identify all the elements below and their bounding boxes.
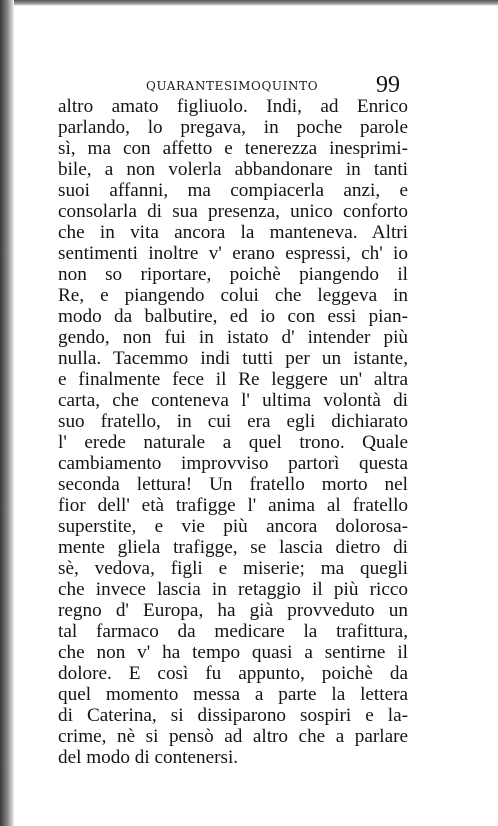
text-line: fior dell' età trafigge l' anima al fratello xyxy=(58,495,408,516)
text-line: suoi affanni, ma compiacerla anzi, e xyxy=(58,180,408,201)
running-head xyxy=(60,72,410,98)
page-number: 99 xyxy=(376,72,400,98)
text-line: quel momento messa a parte la lettera xyxy=(58,684,408,705)
text-line: che non v' ha tempo quasi a sentirne il xyxy=(58,642,408,663)
text-line: sentimenti inoltre v' erano espressi, ch' io xyxy=(58,243,408,264)
text-line: gendo, non fui in istato d' intender più xyxy=(58,327,408,348)
text-line: di Caterina, si dissiparono sospiri e la- xyxy=(58,705,408,726)
text-line: Re, e piangendo colui che leggeva in xyxy=(58,285,408,306)
text-line: che in vita ancora la manteneva. Altri xyxy=(58,222,408,243)
text-line: suo fratello, in cui era egli dichiarato xyxy=(58,411,408,432)
text-line: cambiamento improvviso partorì questa xyxy=(58,453,408,474)
text-line: altro amato figliuolo. Indi, ad Enrico xyxy=(58,96,408,117)
text-line: tal farmaco da medicare la trafittura, xyxy=(58,621,408,642)
text-line: seconda lettura! Un fratello morto nel xyxy=(58,474,408,495)
body-text xyxy=(58,96,408,768)
text-line: nulla. Tacemmo indi tutti per un istante, xyxy=(58,348,408,369)
text-line: che invece lascia in retaggio il più ricco xyxy=(58,579,408,600)
text-line: parlando, lo pregava, in poche parole xyxy=(58,117,408,138)
page-top-edge xyxy=(0,0,498,6)
text-line: superstite, e vie più ancora dolorosa- xyxy=(58,516,408,537)
text-line: modo da balbutire, ed io con essi pian- xyxy=(58,306,408,327)
text-line: bile, a non volerla abbandonare in tanti xyxy=(58,159,408,180)
text-line: non so riportare, poichè piangendo il xyxy=(58,264,408,285)
text-line: sì, ma con affetto e tenerezza inesprimi- xyxy=(58,138,408,159)
text-line: dolore. E così fu appunto, poichè da xyxy=(58,663,408,684)
text-line: sè, vedova, figli e miserie; ma quegli xyxy=(58,558,408,579)
text-line: mente gliela trafigge, se lascia dietro di xyxy=(58,537,408,558)
book-spine-shadow xyxy=(0,0,14,826)
running-title: QUARANTESIMOQUINTO xyxy=(146,79,319,93)
text-line: regno d' Europa, ha già provveduto un xyxy=(58,600,408,621)
text-line: l' erede naturale a quel trono. Quale xyxy=(58,432,408,453)
text-line: crime, nè si pensò ad altro che a parlare xyxy=(58,726,408,747)
text-line: consolarla di sua presenza, unico conforto xyxy=(58,201,408,222)
text-line-last: del modo di contenersi. xyxy=(58,747,239,768)
text-line: e finalmente fece il Re leggere un' altra xyxy=(58,369,408,390)
text-line: carta, che conteneva l' ultima volontà di xyxy=(58,390,408,411)
